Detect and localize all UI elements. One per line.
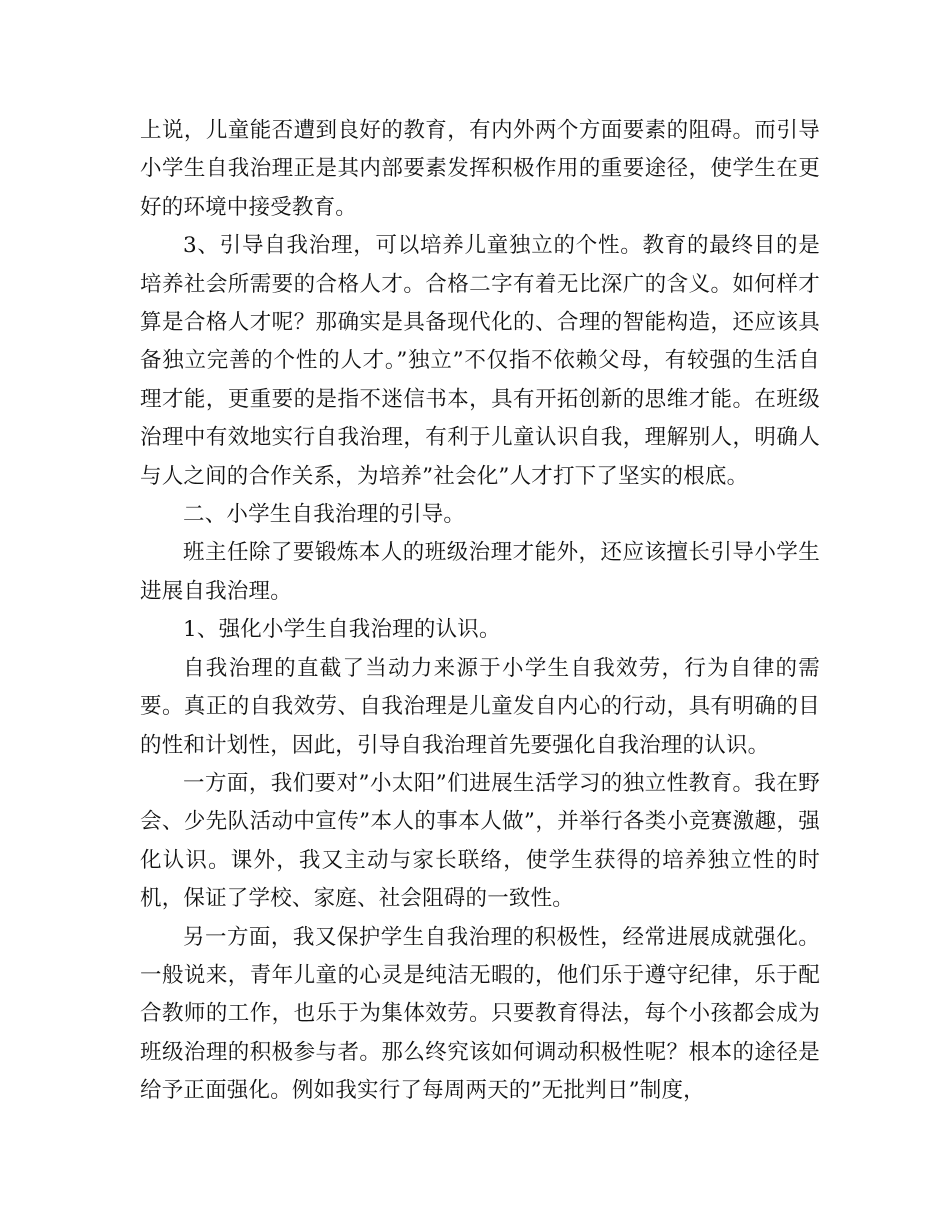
document-body	[140, 112, 820, 1111]
subheading-awareness: 1、强化小学生自我治理的认识。	[183, 617, 501, 643]
paragraph-continuation: 上说，儿童能否遭到良好的教育，有内外两个方面要素的阻碍。而引导小学生自我治理正是其内部要素发挥积极作用的重要途径，使学生在更好的环境中接受教育。	[140, 118, 820, 220]
paragraph-independence-education: 一方面，我们要对”小太阳”们进展生活学习的独立性教育。我在野会、少先队活动中宣传”本人的事本人做”，并举行各类小竞赛激趣，强化认识。课外，我又主动与家长联络，使学生获得的培养独立性的时机，保证了学校、家庭、社会阻碍的一致性。	[140, 770, 820, 912]
paragraph-independent-personality: 3、引导自我治理，可以培养儿童独立的个性。教育的最终目的是培养社会所需要的合格人才。合格二字有着无比深广的含义。如何样才算是合格人才呢？那确实是具备现代化的、合理的智能构造，还应该具备独立完善的个性的人才。”独立”不仅指不依赖父母，有较强的生活自理才能，更重要的是指不迷信书本，具有开拓创新的思维才能。在班级治理中有效地实行自我治理，有利于儿童认识自我，理解别人，明确人与人之间的合作关系，为培养”社会化”人才打下了坚实的根底。	[140, 233, 820, 489]
paragraph-positive-reinforcement: 另一方面，我又保护学生自我治理的积极性，经常进展成就强化。一般说来，青年儿童的心灵是纯洁无暇的，他们乐于遵守纪律，乐于配合教师的工作，也乐于为集体效劳。只要教育得法，每个小孩都会成为班级治理的积极参与者。那么终究该如何调动积极性呢？根本的途径是给予正面强化。例如我实行了每周两天的”无批判日”制度，	[140, 924, 820, 1104]
section-heading-guidance: 二、小学生自我治理的引导。	[183, 502, 466, 528]
paragraph-teacher-role: 班主任除了要锻炼本人的班级治理才能外，还应该擅长引导小学生进展自我治理。	[140, 540, 820, 604]
paragraph-self-management-motivation: 自我治理的直截了当动力来源于小学生自我效劳，行为自律的需要。真正的自我效劳、自我治理是儿童发自内心的行动，具有明确的目的性和计划性，因此，引导自我治理首先要强化自我治理的认识。	[140, 655, 820, 758]
